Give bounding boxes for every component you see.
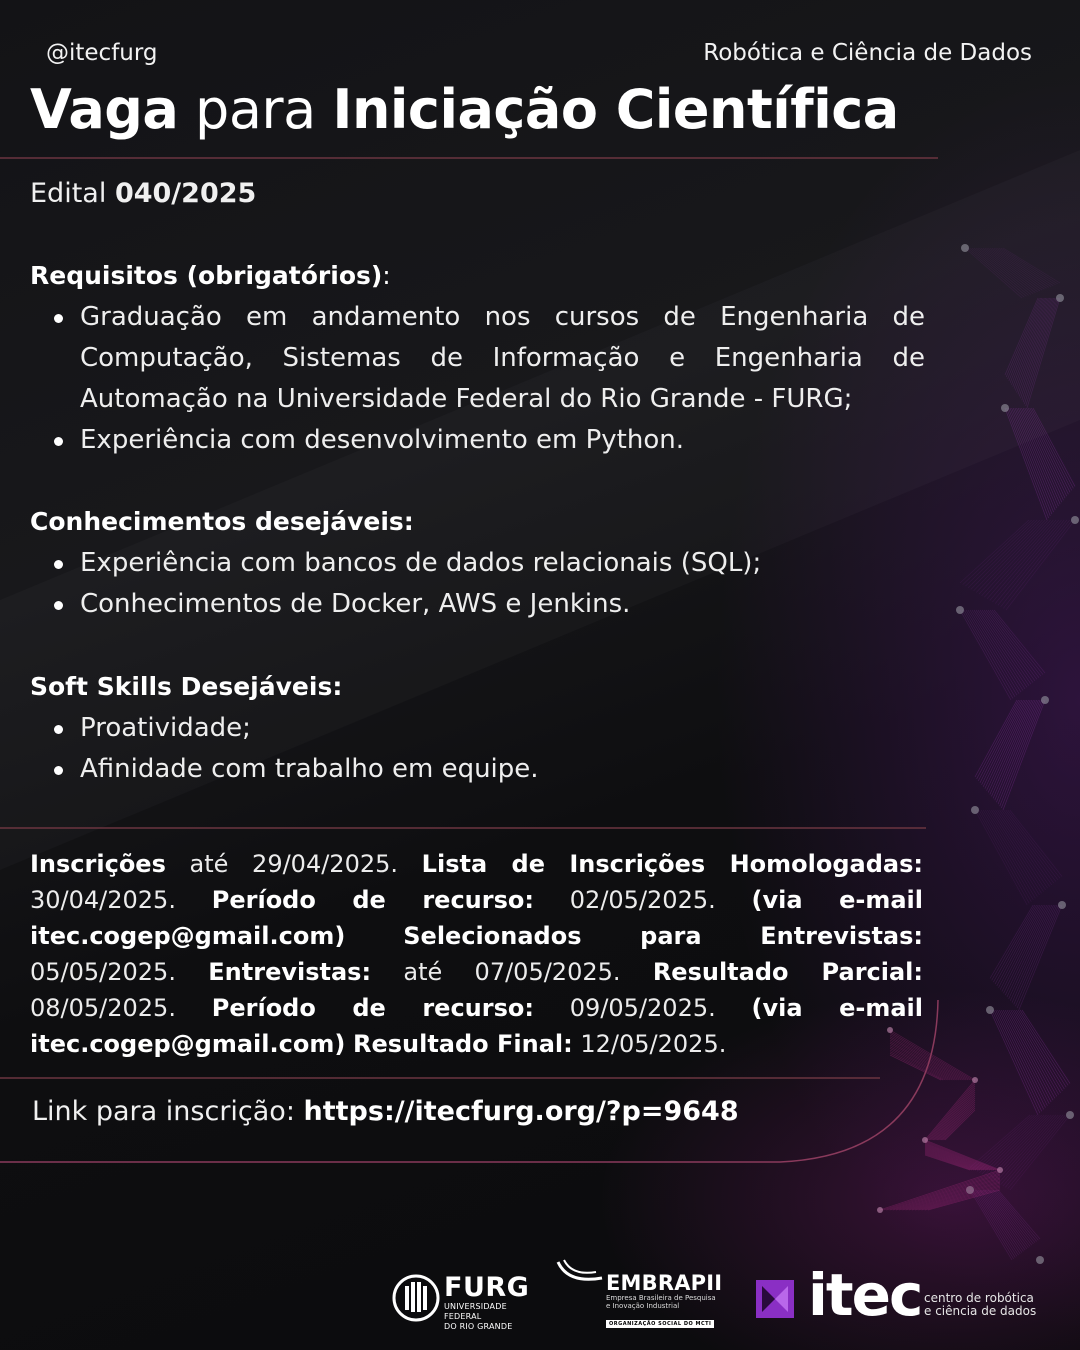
furg-logo [392,1262,532,1332]
itec-logo-sub2: e ciência de dados [924,1304,1037,1318]
schedule-label: Resultado Parcial: [652,958,923,986]
title-part-para: para [195,78,316,141]
topic-label: Robótica e Ciência de Dados [703,40,1032,66]
furg-logo-icon [392,1274,440,1322]
schedule-value: 05/05/2025. [30,958,176,986]
page-title [30,78,899,142]
softskills-section [30,668,925,790]
registration-link[interactable]: https://itecfurg.org/?p=9648 [303,1096,739,1127]
edital-line [30,178,256,209]
itec-logo-sub1: centro de robótica [924,1291,1034,1305]
schedule-label: Período de recurso: [211,886,534,914]
list-item: Proatividade; [30,708,925,749]
furg-logo-sub2: DO RIO GRANDE [444,1322,513,1331]
schedule-value: 12/05/2025. [580,1030,727,1058]
requisitos-heading-text: Requisitos (obrigatórios) [30,261,383,290]
schedule-email-note: (via e-mail itec.cogep@gmail.com) [30,994,923,1058]
schedule-value: até 07/05/2025. [403,958,621,986]
embrapii-logo-sub2: e Inovação Industrial [606,1302,680,1310]
edital-label: Edital [30,178,107,209]
itec-logo-name: itec [808,1261,922,1329]
embrapii-logo-org: ORGANIZAÇÃO SOCIAL DO MCTI [606,1320,714,1328]
schedule-value: 08/05/2025. [30,994,176,1022]
social-handle: @itecfurg [46,40,158,66]
requisitos-list [30,297,925,461]
edital-number: 040/2025 [114,178,257,209]
itec-logo [756,1262,1046,1332]
requisitos-section [30,257,925,461]
softskills-heading: Soft Skills Desejáveis: [30,672,343,701]
list-item: Experiência com desenvolvimento em Python. [30,420,925,461]
list-item: Conhecimentos de Docker, AWS e Jenkins. [30,584,925,625]
requisitos-heading-colon: : [382,261,391,290]
schedule-value: 30/04/2025. [30,886,176,914]
schedule-value: até 29/04/2025. [189,850,399,878]
schedule-paragraph [30,846,923,1062]
schedule-value: 02/05/2025. [569,886,716,914]
itec-square-icon [756,1280,794,1318]
registration-link-label: Link para inscrição: [32,1096,295,1127]
list-item: Experiência com bancos de dados relacionais (SQL); [30,543,925,584]
list-item: Afinidade com trabalho em equipe. [30,749,925,790]
registration-link-line [32,1096,739,1127]
furg-logo-sub1: UNIVERSIDADE FEDERAL [444,1302,507,1321]
softskills-list [30,708,925,790]
conhecimentos-heading: Conhecimentos desejáveis: [30,507,414,536]
embrapii-logo-sub1: Empresa Brasileira de Pesquisa [606,1294,716,1302]
schedule-label: Resultado Final: [352,1030,573,1058]
embrapii-swoosh-icon [556,1258,604,1288]
schedule-label: Entrevistas: [208,958,372,986]
furg-logo-name: FURG [444,1272,530,1303]
embrapii-logo [556,1258,723,1328]
schedule-label: Lista de Inscrições Homologadas: [421,850,923,878]
schedule-label: Selecionados para Entrevistas: [403,922,923,950]
schedule-label: Inscrições [30,850,166,878]
requisitos-heading [30,257,925,295]
title-part-vaga: Vaga [30,78,179,141]
schedule-value: 09/05/2025. [569,994,716,1022]
schedule-label: Período de recurso: [211,994,534,1022]
embrapii-logo-name: EMBRAPII [606,1271,723,1295]
conhecimentos-list [30,543,925,625]
schedule-email-note: (via e-mail itec.cogep@gmail.com) [30,886,923,950]
conhecimentos-section [30,503,925,625]
list-item: Graduação em andamento nos cursos de Engenharia de Computação, Sistemas de Informação e Engenharia de Automação na Universidade Federal do Rio Grande - FURG; [30,297,925,420]
title-part-ic: Iniciação Científica [332,78,899,141]
